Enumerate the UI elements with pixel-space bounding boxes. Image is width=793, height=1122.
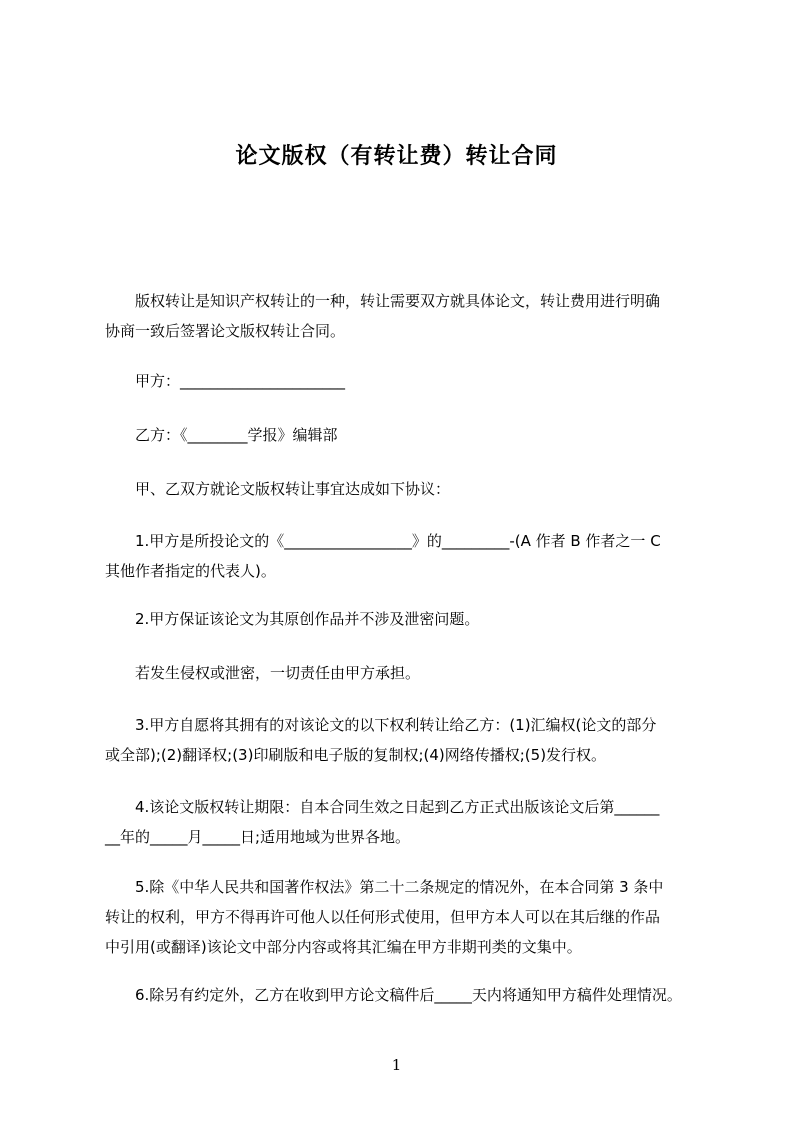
clause-3-line-1: 3.甲方自愿将其拥有的对该论文的以下权利转让给乙方：(1)汇编权(论文的部分 bbox=[135, 716, 657, 734]
party-b-paragraph bbox=[105, 420, 705, 450]
agreement-intro-line: 甲、乙双方就论文版权转让事宜达成如下协议： bbox=[135, 480, 451, 498]
clause-4-line-1: 4.该论文版权转让期限：自本合同生效之日起到乙方正式出版该论文后第______ bbox=[135, 798, 660, 816]
party-b-line: 乙方：《________学报》编辑部 bbox=[135, 426, 338, 444]
clause-2-line: 2.甲方保证该论文为其原创作品并不涉及泄密问题。 bbox=[135, 610, 480, 628]
clause-4-line-2: __年的_____月_____日;适用地域为世界各地。 bbox=[105, 828, 411, 846]
party-a-line: 甲方：______________________ bbox=[135, 372, 346, 390]
clause-2-note-paragraph bbox=[105, 658, 705, 688]
clause-5-line-1: 5.除《中华人民共和国著作权法》第二十二条规定的情况外，在本合同第 3 条中 bbox=[135, 878, 664, 896]
clause-6-line: 6.除另有约定外，乙方在收到甲方论文稿件后_____天内将通知甲方稿件处理情况。 bbox=[135, 986, 682, 1004]
clause-2-paragraph bbox=[105, 604, 705, 634]
intro-line-2: 协商一致后签署论文版权转让合同。 bbox=[105, 322, 346, 340]
agreement-intro-paragraph bbox=[105, 474, 705, 504]
intro-paragraph bbox=[105, 286, 705, 346]
clause-1-line-1: 1.甲方是所投论文的《_________________》的_________-(A 作者 B 作者之一 C bbox=[135, 532, 661, 550]
clause-5-paragraph bbox=[105, 872, 705, 962]
document-title: 论文版权（有转让费）转让合同 bbox=[235, 144, 558, 169]
party-a-paragraph bbox=[105, 366, 705, 396]
clause-6-paragraph bbox=[105, 980, 705, 1010]
clause-3-paragraph bbox=[105, 710, 705, 770]
page-number: 1 bbox=[391, 1056, 402, 1074]
clause-3-line-2: 或全部);(2)翻译权;(3)印刷版和电子版的复制权;(4)网络传播权;(5)发行权。 bbox=[105, 746, 607, 764]
intro-line-1: 版权转让是知识产权转让的一种，转让需要双方就具体论文，转让费用进行明确 bbox=[135, 292, 661, 310]
clause-5-line-2: 转让的权利，甲方不得再许可他人以任何形式使用，但甲方本人可以在其后继的作品 bbox=[105, 908, 661, 926]
clause-4-paragraph bbox=[105, 792, 705, 852]
clause-1-paragraph bbox=[105, 526, 705, 586]
clause-2-note-line: 若发生侵权或泄密，一切责任由甲方承担。 bbox=[135, 664, 421, 682]
clause-5-line-3: 中引用(或翻译)该论文中部分内容或将其汇编在甲方非期刊类的文集中。 bbox=[105, 938, 582, 956]
clause-1-line-2: 其他作者指定的代表人)。 bbox=[105, 562, 276, 580]
